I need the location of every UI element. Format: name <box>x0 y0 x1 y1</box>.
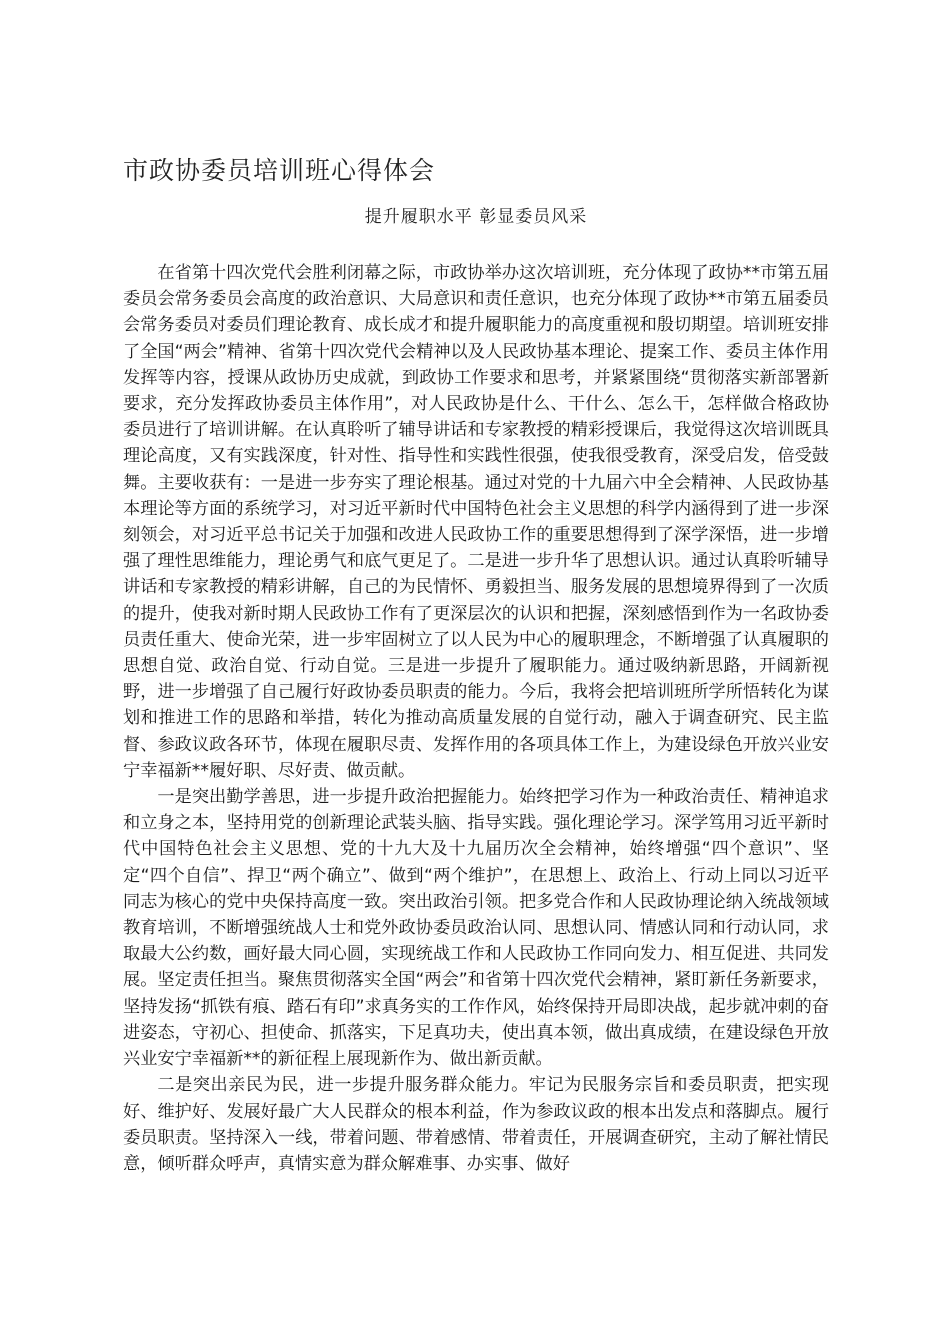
document-subtitle: 提升履职水平 彰显委员风采 <box>364 207 588 227</box>
body-paragraph-one: 一是突出勤学善思，进一步提升政治把握能力。始终把学习作为一种政治责任、精神追求和立身之本，坚持用党的创新理论武装头脑、指导实践。强化理论学习。深学笃用习近平新时代中国特色社会主义思想、党的十九大及十九届历次全会精神，始终增强“四个意识”、坚定“四个自信”、捍卫“两个确立”、做到“两个维护”，在思想上、政治上、行动上同以习近平同志为核心的党中央保持高度一致。突出政治引领。把多党合作和人民政协理论纳入统战领域教育培训，不断增强统战人士和党外政协委员政治认同、思想认同、情感认同和行动认同，求取最大公约数，画好最大同心圆，实现统战工作和人民政协工作同向发力、相互促进、共同发展。坚定责任担当。聚焦贯彻落实全国“两会”和省第十四次党代会精神，紧盯新任务新要求，坚持发扬“抓铁有痕、踏石有印”求真务实的工作作风，始终保持开局即决战，起步就冲刺的奋进姿态，守初心、担使命、抓落实，下足真功夫，使出真本领，做出真成绩，在建设绿色开放兴业安宁幸福新**的新征程上展现新作为、做出新贡献。 <box>123 787 829 1070</box>
document-page <box>123 150 829 1177</box>
body-paragraph-intro: 在省第十四次党代会胜利闭幕之际，市政协举办这次培训班，充分体现了政协**市第五届委员会常务委员会高度的政治意识、大局意识和责任意识，也充分体现了政协**市第五届委员会常务委员对委员们理论教育、成长成才和提升履职能力的高度重视和殷切期望。培训班安排了全国“两会”精神、省第十四次党代会精神以及人民政协基本理论、提案工作、委员主体作用发挥等内容，授课从政协历史成就，到政协工作要求和思考，并紧紧围绕“贯彻落实新部署新要求，充分发挥政协委员主体作用”，对人民政协是什么、干什么、怎么干，怎样做合格政协委员进行了培训讲解。在认真聆听了辅导讲话和专家教授的精彩授课后，我觉得这次培训既具理论高度，又有实践深度，针对性、指导性和实践性很强，使我很受教育，深受启发，倍受鼓舞。主要收获有：一是进一步夯实了理论根基。通过对党的十九届六中全会精神、人民政协基本理论等方面的系统学习，对习近平新时代中国特色社会主义思想的科学内涵得到了进一步深刻领会，对习近平总书记关于加强和改进人民政协工作的重要思想得到了深学深悟，进一步增强了理性思维能力，理论勇气和底气更足了。二是进一步升华了思想认识。通过认真聆听辅导讲话和专家教授的精彩讲解，自己的为民情怀、勇毅担当、服务发展的思想境界得到了一次质的提升，使我对新时期人民政协工作有了更深层次的认识和把握，深刻感悟到作为一名政协委员责任重大、使命光荣，进一步牢固树立了以人民为中心的履职理念，不断增强了认真履职的思想自觉、政治自觉、行动自觉。三是进一步提升了履职能力。通过吸纳新思路，开阔新视野，进一步增强了自己履行好政协委员职责的能力。今后，我将会把培训班所学所悟转化为谋划和推进工作的思路和举措，转化为推动高质量发展的自觉行动，融入于调查研究、民主监督、参政议政各环节，体现在履职尽责、发挥作用的各项具体工作上，为建设绿色开放兴业安宁幸福新**履好职、尽好责、做贡献。 <box>123 263 829 781</box>
document-title: 市政协委员培训班心得体会 <box>123 156 436 185</box>
body-paragraph-two: 二是突出亲民为民，进一步提升服务群众能力。牢记为民服务宗旨和委员职责，把实现好、维护好、发展好最广大人民群众的根本利益，作为参政议政的根本出发点和落脚点。履行委员职责。坚持深入一线，带着问题、带着感情、带着责任，开展调查研究，主动了解社情民意，倾听群众呼声，真情实意为群众解难事、办实事、做好 <box>123 1075 829 1174</box>
